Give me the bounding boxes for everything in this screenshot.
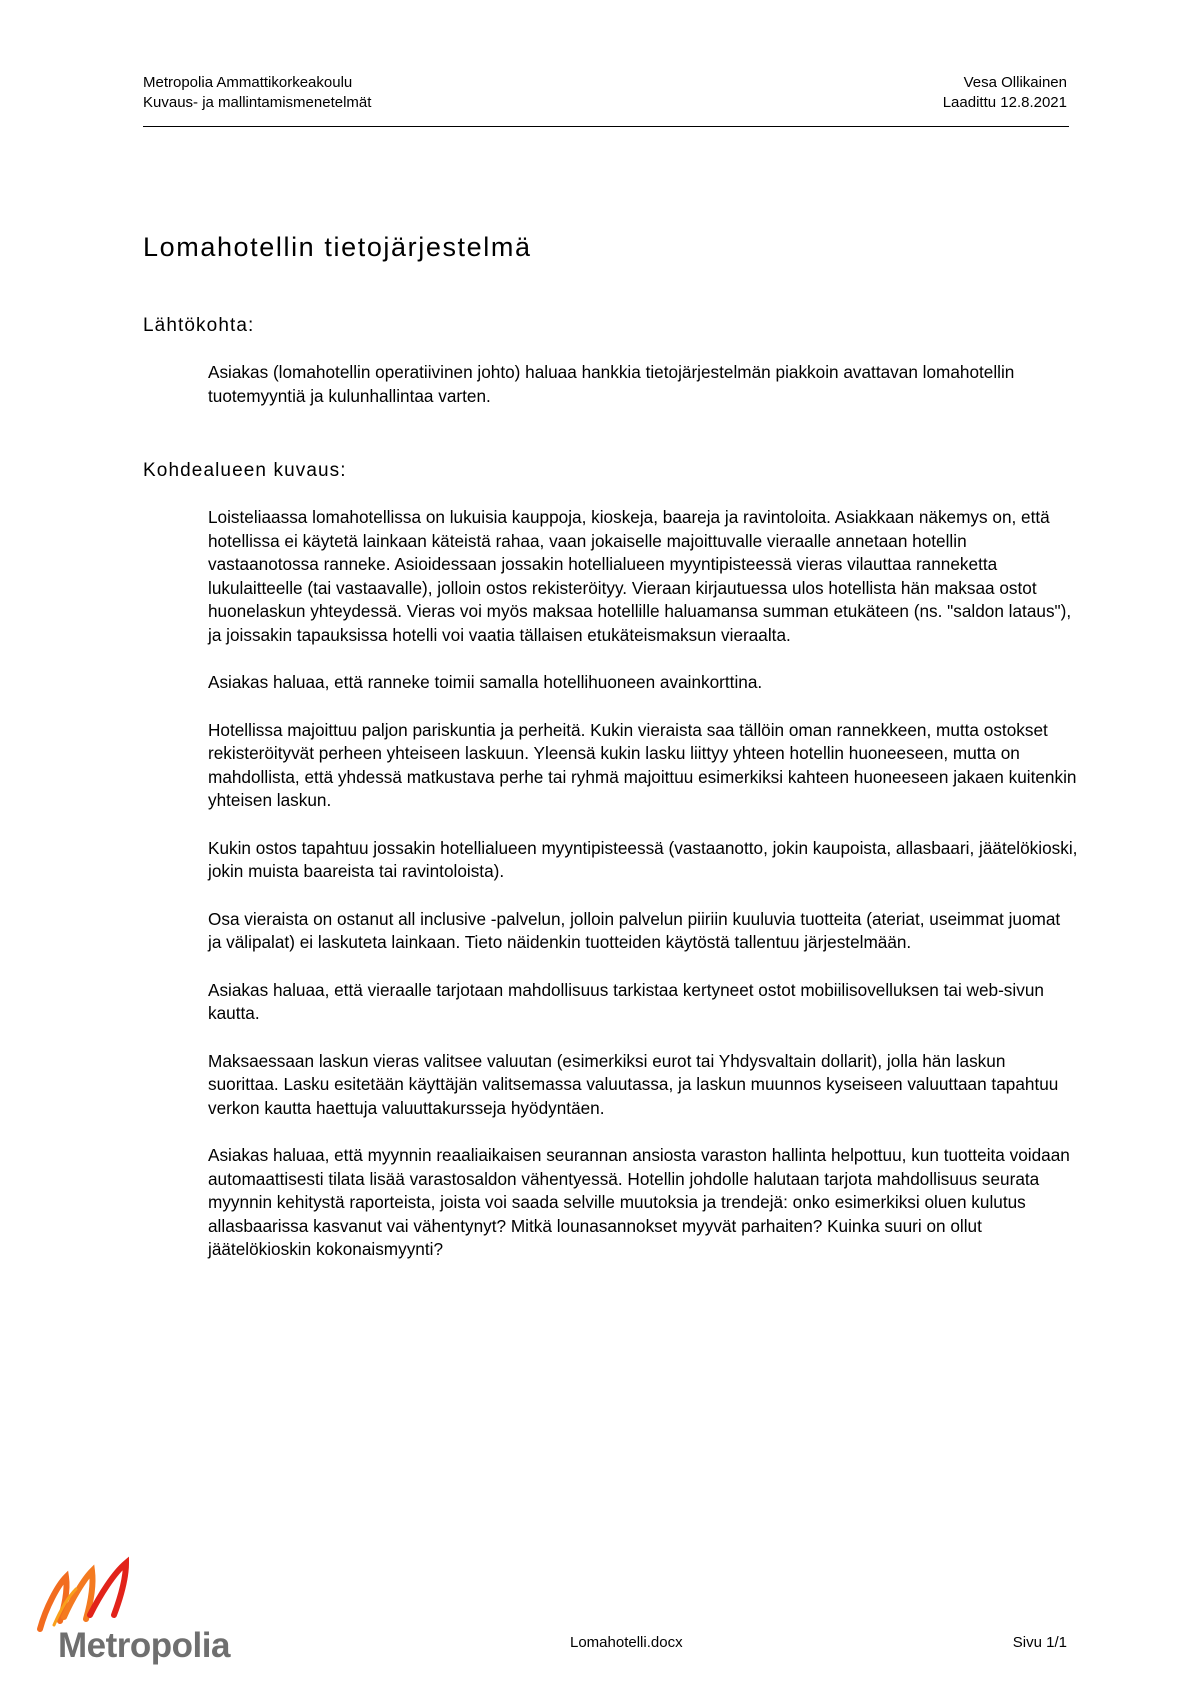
header-author: Vesa Ollikainen <box>963 74 1067 91</box>
section-body-kohdealue <box>208 506 1078 1286</box>
document-title: Lomahotellin tietojärjestelmä <box>143 232 532 262</box>
paragraph: Asiakas haluaa, että vieraalle tarjotaan mahdollisuus tarkistaa kertyneet ostot mobiilisovelluksen tai web-sivun kautta. <box>208 979 1044 1023</box>
paragraph: Hotellissa majoittuu paljon pariskuntia ja perheitä. Kukin vieraista saa tällöin oman rannekkeen, mutta ostokset rekisteröityvät perheen yhteiseen laskuun. Yleensä kukin lasku liittyy yhteen hotellin huoneeseen, mutta on mahdollista, että yhdessä matkustava perhe tai ryhmä majoittuu esimerkiksi kahteen huoneeseen jakaen kuitenkin yhteisen laskun. <box>208 719 1077 810</box>
header-date: Laadittu 12.8.2021 <box>942 94 1067 111</box>
paragraph: Osa vieraista on ostanut all inclusive -palvelun, jolloin palvelun piiriin kuuluvia tuotteita (ateriat, useimmat juomat ja välipalat) ei laskuteta lainkaan. Tieto näidenkin tuotteiden käytöstä tallentuu järjestelmään. <box>208 908 1061 952</box>
header-right <box>943 73 1067 113</box>
header-organization: Metropolia Ammattikorkeakoulu <box>143 74 353 91</box>
metropolia-logo-mark-icon <box>34 1555 234 1635</box>
paragraph-lahtokohta: Asiakas (lomahotellin operatiivinen johto) haluaa hankkia tietojärjestelmän piakkoin avattavan lomahotellin tuotemyyntiä ja kulunhallintaa varten. <box>208 362 1015 406</box>
paragraph: Maksaessaan laskun vieras valitsee valuutan (esimerkiksi eurot tai Yhdysvaltain dollarit), jolla hän laskun suorittaa. Lasku esitetään käyttäjän valitsemassa valuutassa, ja laskun muunnos kyseiseen valuuttaan tapahtuu verkon kautta haettuja valuuttakursseja hyödyntäen. <box>208 1050 1059 1118</box>
footer-filename: Lomahotelli.docx <box>570 1634 683 1651</box>
section-heading-kohdealue: Kohdealueen kuvaus: <box>143 460 347 481</box>
paragraph: Asiakas haluaa, että myynnin reaaliaikaisen seurannan ansiosta varaston hallinta helpottuu, kun tuotteita voidaan automaattisesti tilata lisää varastosaldon vähentyessä. Hotellin johdolle halutaan tarjota mahdollisuus seurata myynnin kehitystä raporteista, joista voi saada selville muutoksia ja trendejä: onko esimerkiksi oluen kulutus allasbaarissa kasvanut vai vähentynyt? Mitkä lounasannokset myyvät parhaiten? Kuinka suuri on ollut jäätelökioskin kokonaismyynti? <box>208 1145 1070 1259</box>
header-divider <box>143 126 1069 127</box>
metropolia-logo <box>34 1555 234 1665</box>
paragraph: Kukin ostos tapahtuu jossakin hotellialueen myyntipisteessä (vastaanotto, jokin kaupoista, allasbaari, jäätelökioski, jokin muista baareista tai ravintoloista). <box>208 837 1078 881</box>
paragraph: Asiakas haluaa, että ranneke toimii samalla hotellihuoneen avainkorttina. <box>208 672 763 692</box>
header-left <box>143 73 371 113</box>
header-course: Kuvaus- ja mallintamismenetelmät <box>143 94 372 111</box>
logo-wordmark: Metropolia <box>58 1626 230 1665</box>
footer-page-number: Sivu 1/1 <box>1012 1634 1067 1651</box>
paragraph: Loisteliaassa lomahotellissa on lukuisia kauppoja, kioskeja, baareja ja ravintoloita. Asiakkaan näkemys on, että hotellissa ei käytetä lainkaan käteistä rahaa, vaan jokaiselle majoittuvalle vieraalle annetaan hotellin vastaanotossa ranneke. Asioidessaan jossakin hotellialueen myyntipisteessä vieras vilauttaa ranneketta lukulaitteelle (tai vastaavalle), jolloin ostos rekisteröityy. Vieraan kirjautuessa ulos hotellista hän maksaa ostot huonelaskun yhteydessä. Vieras voi myös maksaa hotellille haluamansa summan etukäteen (ns. "saldon lataus"), ja joissakin tapauksissa hotelli voi vaatia tällaisen etukäteismaksun vieraalta. <box>208 507 1072 645</box>
section-heading-lahtokohta: Lähtökohta: <box>143 315 255 336</box>
